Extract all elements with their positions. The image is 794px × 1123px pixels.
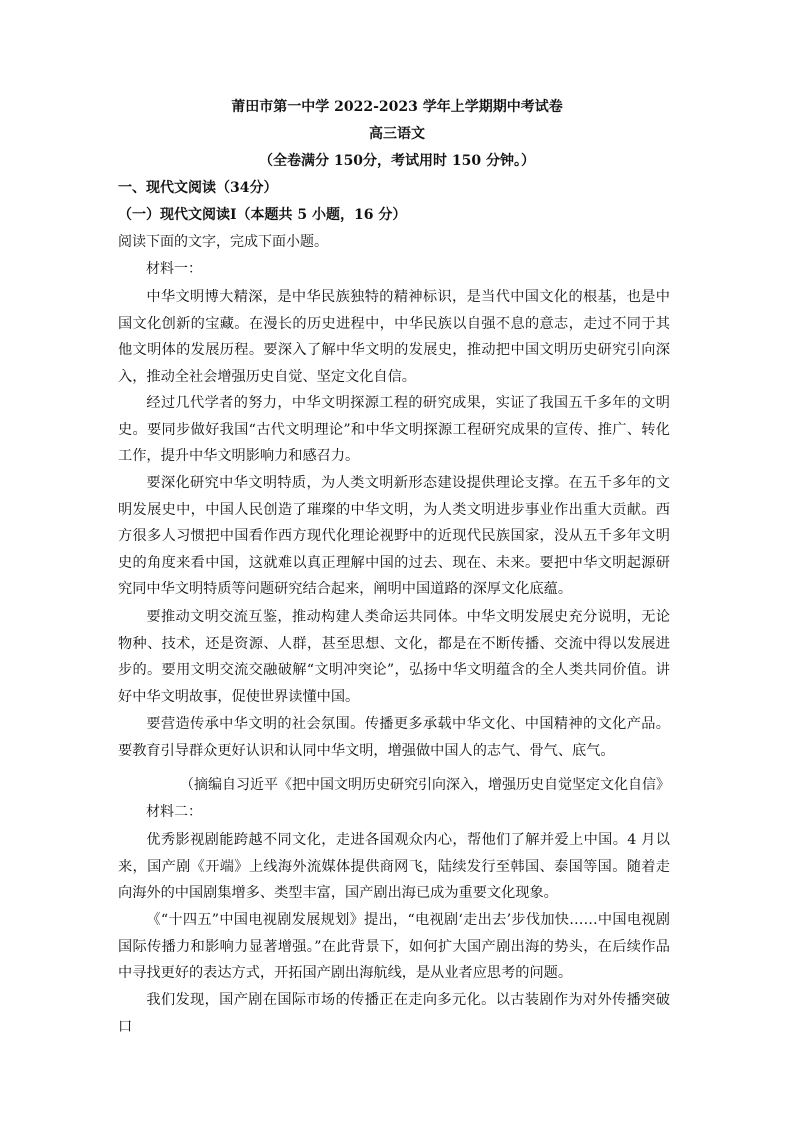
- material-1-paragraph: 经过几代学者的努力，中华文明探源工程的研究成果，实证了我国五千多年的文明史。要同步做好我国“古代文明理论”和中华文明探源工程研究成果的宣传、推广、转化工作，提升中华文明影响力和感召力。: [118, 395, 670, 465]
- exam-note: （全卷满分 150分，考试用时 150 分钟。）: [258, 153, 536, 169]
- material-2-paragraph: 我们发现，国产剧在国际市场的传播正在走向多元化。以古装剧作为对外传播突破口: [118, 992, 670, 1035]
- subject-title: 高三语文: [369, 126, 425, 142]
- material-1-paragraph: 要推动文明交流互鉴，推动构建人类命运共同体。中华文明发展史充分说明，无论物种、技术，还是资源、人群，甚至思想、文化，都是在不断传播、交流中得以发展进步的。要用文明交流交融破解“文明冲突论”，弘扬中华文明蕴含的全人类共同价值。讲好中华文明故事，促使世界读懂中国。: [118, 609, 670, 705]
- material-2-label: 材料二：: [146, 804, 202, 820]
- material-1-source: （摘编自习近平《把中国文明历史研究引向深入，增强历史自觉坚定文化自信》: [180, 777, 670, 793]
- section-heading: 一、现代文阅读（34分）: [118, 180, 278, 196]
- material-1-paragraph: 要深化研究中华文明特质，为人类文明新形态建设提供理论支撑。在五千多年的文明发展史中，中国人民创造了璀璨的中华文明，为人类文明进步事业作出重大贡献。西方很多人习惯把中国看作西方现代化理论视野中的近现代民族国家，没从五千多年文明史的角度来看中国，这就难以真正理解中国的过去、现在、未来。要把中华文明起源研究同中华文明特质等问题研究结合起来，阐明中国道路的深厚文化底蕴。: [118, 475, 670, 598]
- material-1-paragraph: 中华文明博大精深，是中华民族独特的精神标识，是当代中国文化的根基，也是中国文化创新的宝藏。在漫长的历史进程中，中华民族以自强不息的意志，走过不同于其他文明体的发展历程。要深入了解中华文明的发展史，推动把中国文明历史研究引向深入，推动全社会增强历史自觉、坚定文化自信。: [118, 289, 670, 385]
- material-2-paragraph: 《“十四五”中国电视剧发展规划》提出，“电视剧‘走出去’步伐加快……中国电视剧国际传播力和影响力显著增强。”在此背景下，如何扩大国产剧出海的势头，在后续作品中寻找更好的表达方式，开拓国产剧出海航线，是从业者应思考的问题。: [118, 912, 670, 982]
- material-1-label: 材料一：: [146, 261, 202, 277]
- material-1-paragraph: 要营造传承中华文明的社会氛围。传播更多承载中华文化、中国精神的文化产品。要教育引导群众更好认识和认同中华文明，增强做中国人的志气、骨气、底气。: [118, 716, 670, 759]
- subsection-heading: （一）现代文阅读Ⅰ（本题共 5 小题，16 分）: [118, 207, 407, 223]
- reading-instruction: 阅读下面的文字，完成下面小题。: [118, 234, 328, 250]
- exam-title: 莆田市第一中学 2022-2023 学年上学期期中考试卷: [231, 99, 563, 115]
- material-2-paragraph: 优秀影视剧能跨越不同文化，走进各国观众内心，帮他们了解并爱上中国。4 月以来，国产剧《开端》上线海外流媒体提供商网飞，陆续发行至韩国、泰国等国。随着走向海外的中国剧集增多、类型丰富，国产剧出海已成为重要文化现象。: [118, 832, 670, 902]
